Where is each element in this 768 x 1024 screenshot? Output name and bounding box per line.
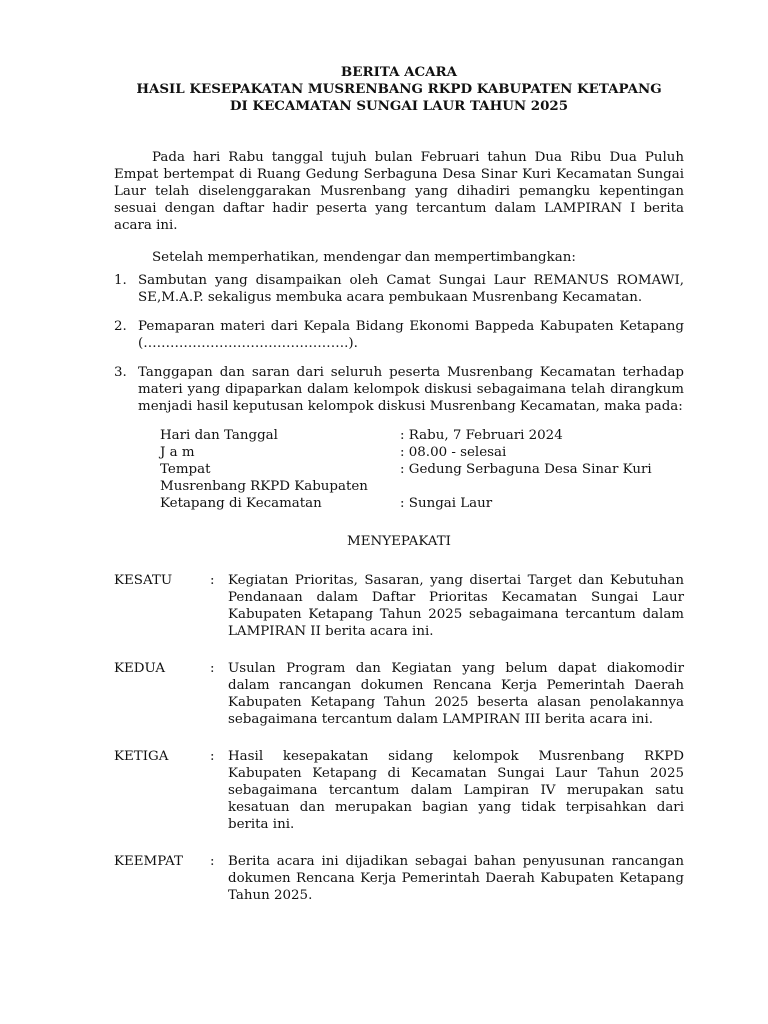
schedule-value: : Sungai Laur (400, 496, 493, 511)
decision-key: KEDUA (114, 661, 166, 676)
decision-colon: : (210, 749, 215, 764)
list-item (114, 364, 684, 415)
decision-colon: : (210, 661, 215, 676)
list-item-number: 2. (114, 319, 127, 334)
decision-text: Berita acara ini dijadikan sebagai bahan penyusunan rancangan dokumen Rencana Kerja Pemerintah Daerah Kabupaten Ketapang Tahun 2025. (228, 854, 684, 903)
decision-item (114, 853, 684, 904)
decision-item (114, 572, 684, 640)
decision-item (114, 748, 684, 833)
schedule-value (400, 478, 652, 495)
schedule-value: : Gedung Serbaguna Desa Sinar Kuri (400, 462, 652, 477)
title-line-1: BERITA ACARA (340, 64, 458, 80)
decision-colon: : (210, 854, 215, 869)
decision-text: Usulan Program dan Kegiatan yang belum dapat diakomodir dalam rancangan dokumen Rencana Kerja Pemerintah Daerah Kabupaten Ketapang Tahun 2025 beserta alasan penolakannya sebagaimana tercantum dalam LAMPIRAN III berita acara ini. (228, 661, 684, 727)
schedule-label: Musrenbang RKPD Kabupaten (160, 479, 368, 494)
list-item-text: Sambutan yang disampaikan oleh Camat Sungai Laur REMANUS ROMAWI, SE,M.A.P. sekaligus membuka acara pembukaan Musrenbang Kecamatan. (138, 273, 684, 305)
decision-key: KETIGA (114, 749, 169, 764)
list-item-number: 3. (114, 365, 127, 380)
document-title (114, 64, 684, 115)
schedule-label: Ketapang di Kecamatan (160, 496, 322, 511)
decision-colon: : (210, 573, 215, 588)
decision-text: Kegiatan Prioritas, Sasaran, yang disertai Target dan Kebutuhan Pendanaan dalam Daftar Prioritas Kecamatan Sungai Laur Kabupaten Ketapang Tahun 2025 sebagaimana tercantum dalam LAMPIRAN II berita acara ini. (228, 573, 684, 639)
decision-item (114, 660, 684, 728)
schedule-table (160, 427, 652, 512)
decisions-list (114, 572, 684, 904)
agreement-heading: MENYEPAKATI (347, 534, 451, 549)
decision-key: KESATU (114, 573, 173, 588)
schedule-value: : 08.00 - selesai (400, 445, 507, 460)
table-row (160, 495, 652, 512)
table-row (160, 478, 652, 495)
schedule-value: : Rabu, 7 Februari 2024 (400, 428, 563, 443)
list-item (114, 318, 684, 352)
intro-paragraph: Pada hari Rabu tanggal tujuh bulan Februari tahun Dua Ribu Dua Puluh Empat bertempat di Ruang Gedung Serbaguna Desa Sinar Kuri Kecamatan Sungai Laur telah diselenggarakan Musrenbang yang dihadiri pemangku kepentingan sesuai dengan daftar hadir peserta yang tercantum dalam LAMPIRAN I berita acara ini. (114, 150, 684, 233)
schedule-label: Hari dan Tanggal (160, 428, 278, 443)
list-item (114, 272, 684, 306)
title-line-3: DI KECAMATAN SUNGAI LAUR TAHUN 2025 (229, 98, 569, 114)
consider-paragraph: Setelah memperhatikan, mendengar dan mempertimbangkan: (152, 250, 576, 265)
considerations-list (114, 272, 684, 415)
decision-key: KEEMPAT (114, 854, 183, 869)
title-line-2: HASIL KESEPAKATAN MUSRENBANG RKPD KABUPATEN KETAPANG (136, 81, 662, 97)
table-row (160, 461, 652, 478)
list-item-text: Pemaparan materi dari Kepala Bidang Ekonomi Bappeda Kabupaten Ketapang (……………………………………….). (138, 319, 684, 351)
schedule-label: Tempat (160, 462, 211, 477)
table-row (160, 444, 652, 461)
schedule-label: J a m (160, 445, 195, 460)
decision-text: Hasil kesepakatan sidang kelompok Musrenbang RKPD Kabupaten Ketapang di Kecamatan Sungai Laur Tahun 2025 sebagaimana tercantum dalam Lampiran IV merupakan satu kesatuan dan merupakan bagian yang tidak terpisahkan dari berita ini. (228, 749, 684, 832)
list-item-text: Tanggapan dan saran dari seluruh peserta Musrenbang Kecamatan terhadap materi yang dipaparkan dalam kelompok diskusi sebagaimana telah dirangkum menjadi hasil keputusan kelompok diskusi Musrenbang Kecamatan, maka pada: (138, 365, 684, 414)
list-item-number: 1. (114, 273, 127, 288)
table-row (160, 427, 652, 444)
